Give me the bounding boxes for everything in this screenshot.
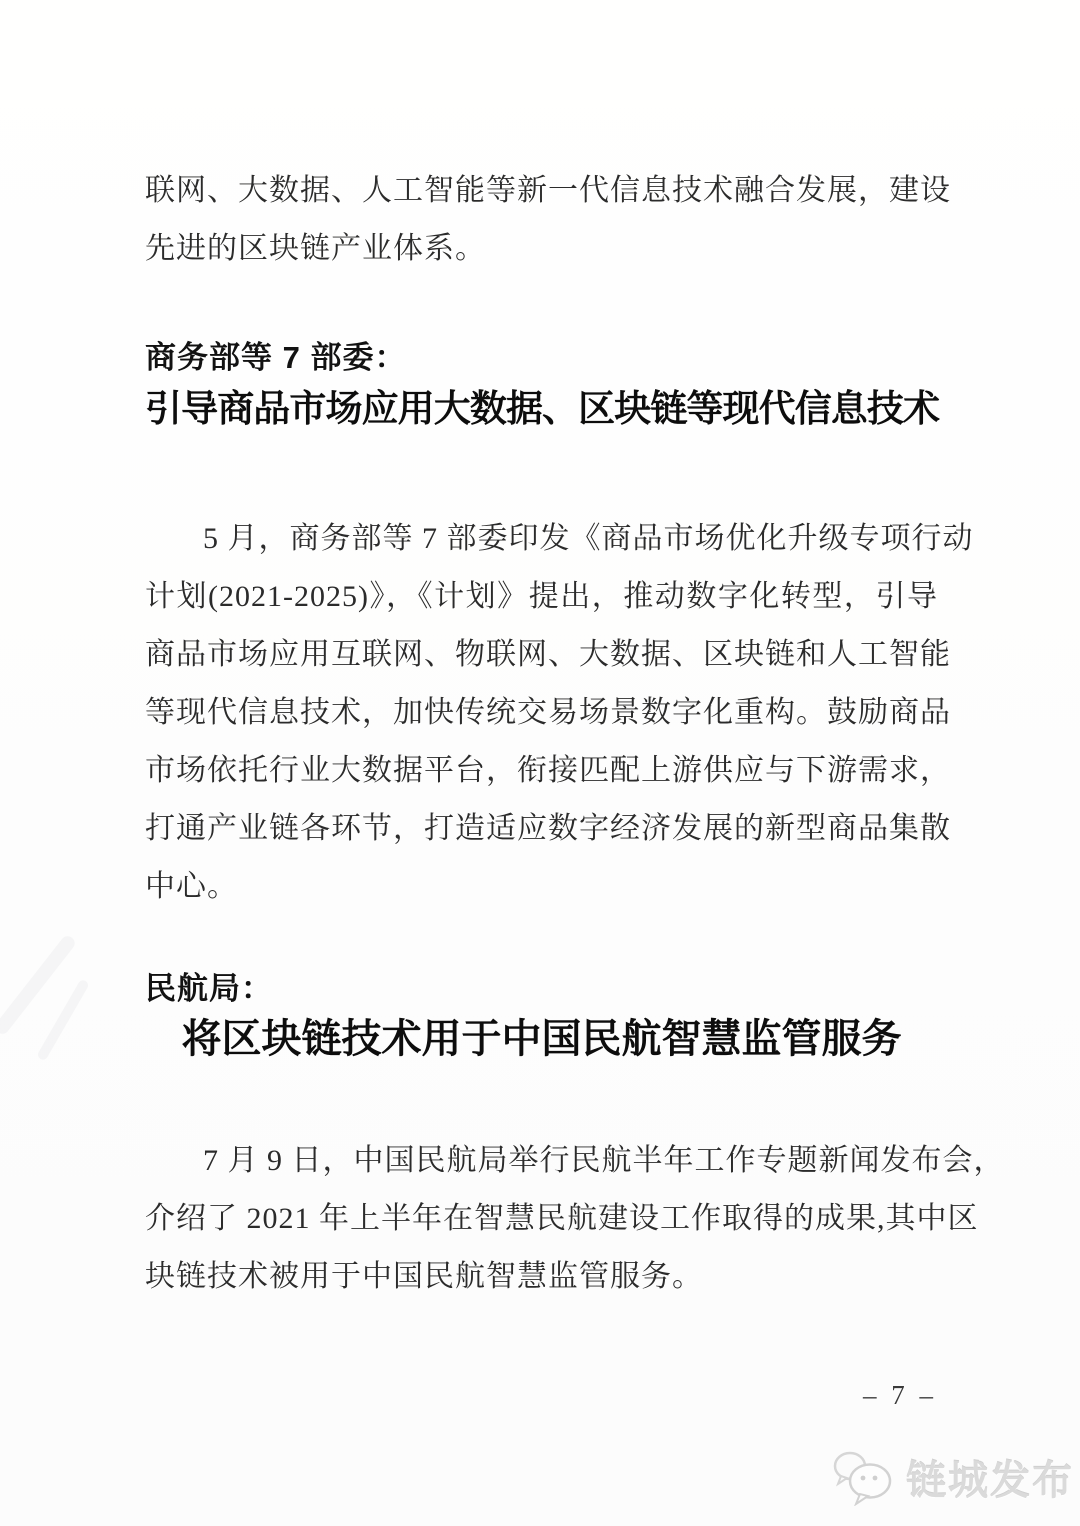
section-label-mofcom: 商务部等 7 部委： bbox=[145, 340, 407, 375]
watermark-label: 链城发布 bbox=[906, 1458, 1074, 1503]
scan-artifact bbox=[36, 979, 90, 1062]
scan-artifact bbox=[0, 933, 77, 1036]
body-line: 计划(2021-2025)》，《计划》提出，推动数字化转型，引导 bbox=[145, 580, 938, 613]
wechat-logo-icon bbox=[832, 1448, 898, 1506]
body-line: 先进的区块链产业体系。 bbox=[145, 232, 486, 265]
body-line: 5 月，商务部等 7 部委印发《商品市场优化升级专项行动 bbox=[203, 522, 974, 555]
section-title-caac: 将区块链技术用于中国民航智慧监管服务 bbox=[181, 1016, 902, 1061]
body-line: 打通产业链各环节，打造适应数字经济发展的新型商品集散 bbox=[145, 812, 951, 845]
section-paragraph-caac bbox=[145, 1132, 1005, 1306]
body-line: 介绍了 2021 年上半年在智慧民航建设工作取得的成果,其中区 bbox=[145, 1202, 979, 1235]
watermark bbox=[832, 1448, 1074, 1506]
body-line: 块链技术被用于中国民航智慧监管服务。 bbox=[145, 1260, 703, 1293]
section-label-caac: 民航局： bbox=[145, 971, 273, 1006]
body-line: 等现代信息技术，加快传统交易场景数字化重构。鼓励商品 bbox=[145, 696, 951, 729]
body-line: 联网、大数据、人工智能等新一代信息技术融合发展，建设 bbox=[145, 174, 951, 207]
body-line: 7 月 9 日，中国民航局举行民航半年工作专题新闻发布会， bbox=[203, 1144, 1005, 1177]
intro-paragraph bbox=[145, 162, 951, 278]
body-line: 中心。 bbox=[145, 870, 238, 903]
section-paragraph-mofcom bbox=[145, 510, 974, 916]
page-number: – 7 – bbox=[863, 1380, 937, 1410]
section-title-mofcom: 引导商品市场应用大数据、区块链等现代信息技术 bbox=[145, 389, 938, 430]
body-line: 市场依托行业大数据平台，衔接匹配上游供应与下游需求， bbox=[145, 754, 951, 787]
body-line: 商品市场应用互联网、物联网、大数据、区块链和人工智能 bbox=[145, 638, 951, 671]
